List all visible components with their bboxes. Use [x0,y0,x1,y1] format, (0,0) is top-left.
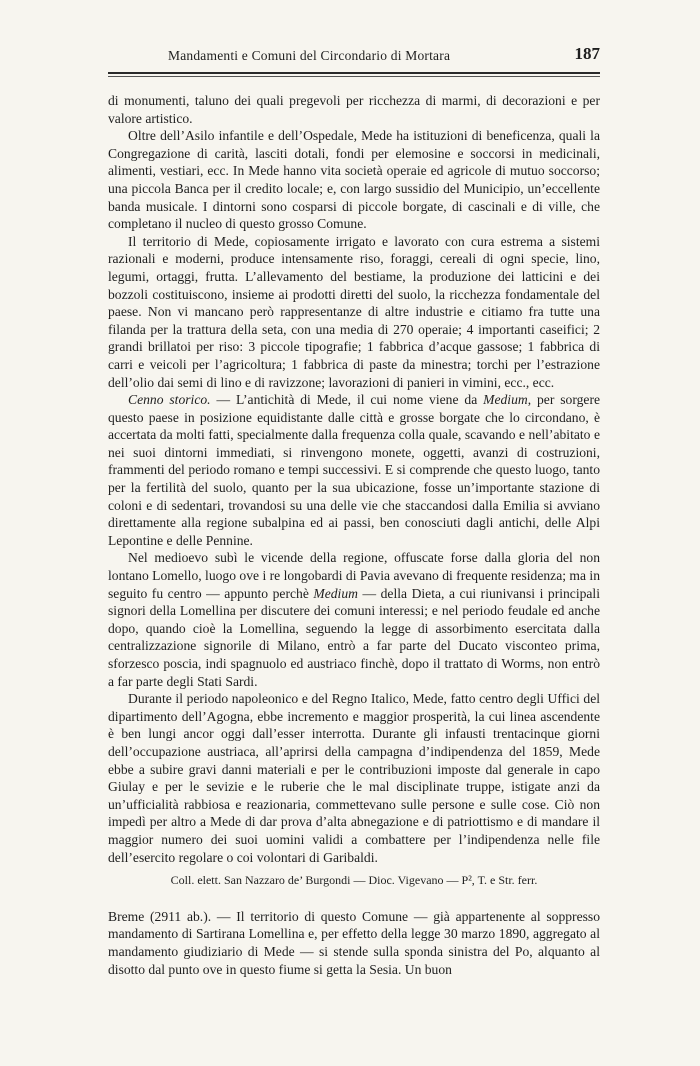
paragraph-2: Oltre dell’Asilo infantile e dell’Ospedale, Mede ha istituzioni di beneficenza, quali la Congregazione di carità, lasciti dotali, fondi per elemosine e soccorsi in medicinali, alimenti, vestiari, ecc. In Mede hanno vita società operaie ed agricole di mutuo soccorso; una piccola Banca per il credito locale; e, con largo sussidio del Municipio, un’eccellente banda musicale. I dintorni sono cosparsi di piccole borgate, di cascinali e di ville, che completano il nucleo di questo grosso Comune. [108,128,600,232]
paragraph-4 [108,391,600,549]
page-number: 187 [574,44,600,63]
paragraph-1: di monumenti, taluno dei quali pregevoli per ricchezza di marmi, di decorazioni e per valore artistico. [108,93,600,126]
entry-breme: Breme (2911 ab.). — Il territorio di questo Comune — già appartenente al soppresso mandamento di Sartirana Lomellina e, per effetto della legge 30 marzo 1890, aggregato al mandamento giudiziario di Mede — si stende sulla sponda sinistra del Po, alquanto al disotto dal punto ove in questo fiume si getta la Sesia. Un buon [108,908,600,977]
collegio-note: Coll. elett. San Nazzaro de’ Burgondi — Dioc. Vigevano — P², T. e Str. ferr. [170,873,538,888]
term-medium-2: Medium [313,585,358,601]
paragraph-3: Il territorio di Mede, copiosamente irrigato e lavorato con cura estrema a sistemi razionali e moderni, produce intensamente riso, foraggi, cereali di ogni specie, lino, legumi, ortaggi, frutta. L’allevamento del bestiame, la produzione dei latticini e dei bozzoli costituiscono, insieme ai prodotti diretti del suolo, la ricchezza fondamentale del paese. Non vi mancano però rappresentanze di altre industrie e citiamo fra tutte una filanda per la trattura della seta, con una media di 270 operaie; 4 importanti caseifici; 2 grandi brillatoi per riso: 3 piccole tipografie; 1 fabbrica d’acque gassose; 1 fabbrica di carri e veicoli per l’agricoltura; 1 fabbrica di paste da minestra; torchi per l’estrazione dell’olio dai semi di lino e di ravizzone; lavorazioni di panieri in vimini, ecc., ecc. [108,233,600,390]
header-rule [108,72,600,74]
paragraph-6: Durante il periodo napoleonico e del Regno Italico, Mede, fatto centro degli Uffici del dipartimento dell’Agogna, ebbe incremento e maggior prosperità, la cui linea ascendente è ben lungi ancor oggi dall’esser interrotta. Durante gli infausti trentacinque giorni dell’occupazione austriaca, all’aprirsi della campagna d’indipendenza del 1859, Mede ebbe a subire gravi danni materiali e per le contribuzioni imposte dal generale in capo Giulay e per le sevizie e le ruberie che le mal disciplinate truppe, istigate anzi da un’ufficialità rabbiosa e reazionaria, commettevano sulle persone e sulle cose. Ciò non impedì per altro a Mede di dar prova d’alta abnegazione e di patriottismo e di mandare il maggior numero dei suoi uomini validi a combattere per l’indipendenza nelle file dell’esercito regolare o coi volontari di Garibaldi. [108,691,600,865]
paragraph-5-part-b: — della Dieta, a cui riunivansi i principali signori della Lomellina per discutere dei comuni interessi; e nel periodo feudale ed anche dopo, quando cioè la Lomellina, seguendo la legge di assorbimento esercitata dalla centralizzazione signorile di Milano, entrò a far parte del Ducato visconteo prima, sforzesco poscia, indi spagnuolo ed austriaco finchè, dopo il trattato di Worms, non entrò a far parte degli Stati Sardi. [108,585,600,689]
running-title: Mandamenti e Comuni del Circondario di Mortara [168,48,451,63]
paragraph-5 [108,549,600,690]
header-rule-thin [108,76,600,77]
term-medium: Medium [483,392,528,408]
section-label-cenno-storico: Cenno storico. [128,392,211,408]
body-text [108,92,600,978]
paragraph-4-part-b: , per sorgere questo paese in posizione equidistante dalle città e grosse borgate che lo circondano, è accertata da molti fatti, specialmente dalla frequenza colla quale, scavando e nell’abitato e nei suoi dintorni immediati, si rinvengono monete, oggetti, avanzi di costruzioni, frammenti del periodo romano e tempi successivi. E si comprende che questo luogo, tanto per la fertilità del suolo, quanto per la sua ubicazione, fosse un’importante stazione di coloni e di sedentari, trovandosi su una delle vie che staccandosi dalla Emilia si avviano direttamente alla regione subalpina ed ai passi, ben conosciuti dagli antichi, delle Alpi Lepontine e delle Pennine. [108,392,601,548]
paragraph-5-part-a: Nel medioevo subì le vicende della regione, offuscate forse dalla gloria del non lontano Lomello, luogo ove i re longobardi di Pavia avevano di frequente residenza; ma in seguito fu centro — appunto perchè [108,550,600,601]
page-header [108,44,600,70]
paragraph-4-part-a: — L’antichità di Mede, il cui nome viene da [210,392,484,408]
